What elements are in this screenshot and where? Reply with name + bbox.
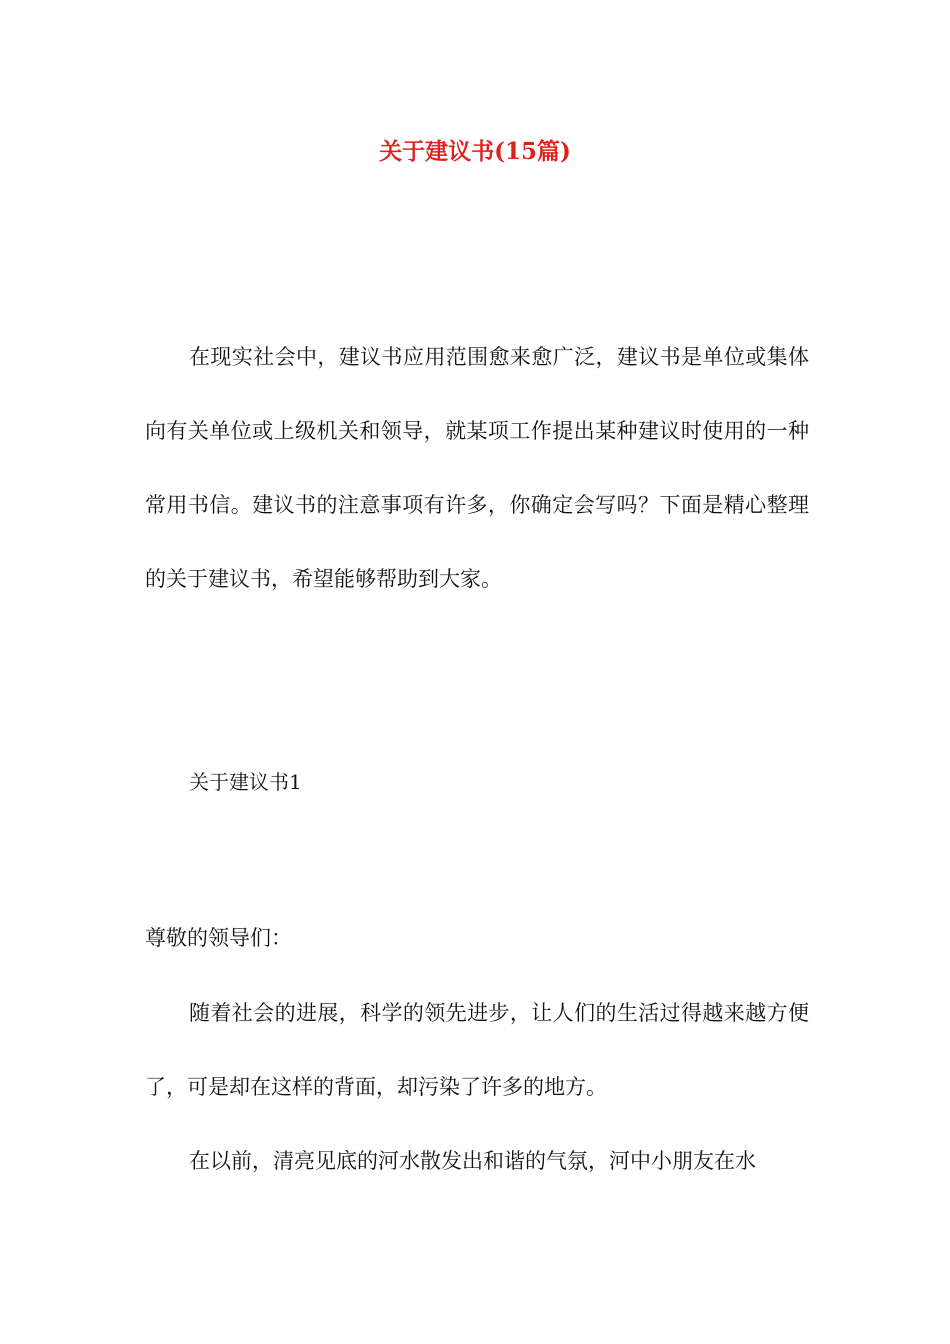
document-title: 关于建议书(15篇) bbox=[379, 138, 571, 165]
body-paragraph: 在以前，清亮见底的河水散发出和谐的气氛，河中小朋友在水 bbox=[189, 1149, 756, 1173]
letter-greeting: 尊敬的领导们： bbox=[145, 926, 292, 950]
intro-paragraph: 在现实社会中，建议书应用范围愈来愈广泛，建议书是单位或集体向有关单位或上级机关和领导，就某项工作提出某种建议时使用的一种常用书信。建议书的注意事项有许多，你确定会写吗？下面是精心整理的关于建议书，希望能够帮助到大家。 bbox=[145, 345, 809, 591]
section-heading: 关于建议书1 bbox=[189, 770, 302, 794]
body-paragraph: 随着社会的进展，科学的领先进步，让人们的生活过得越来越方便了，可是却在这样的背面，却污染了许多的地方。 bbox=[145, 1001, 809, 1099]
